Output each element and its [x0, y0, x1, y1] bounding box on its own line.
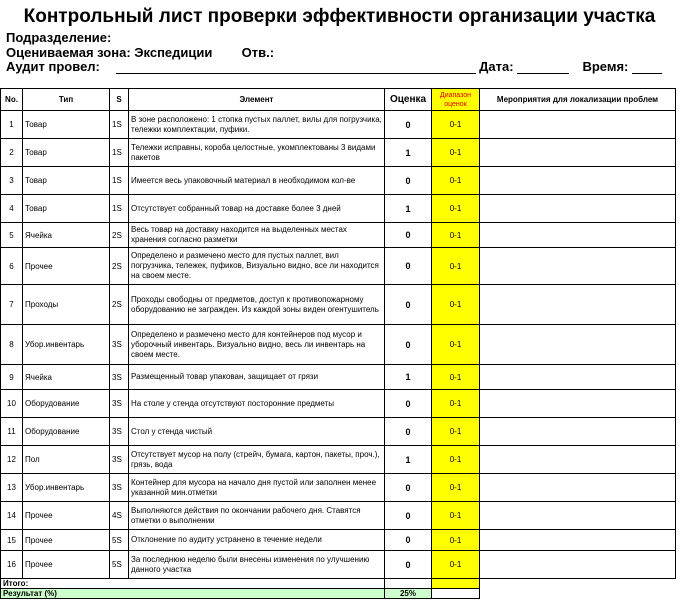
row-s: 1S	[110, 195, 129, 223]
row-type: Ячейка	[23, 365, 110, 390]
row-s: 3S	[110, 474, 129, 502]
row-number: 5	[1, 223, 23, 248]
row-range: 0-1	[432, 111, 480, 139]
result-value: 25%	[385, 589, 432, 599]
row-type: Прочее	[23, 502, 110, 530]
row-s: 1S	[110, 111, 129, 139]
header-row	[1, 89, 676, 111]
row-element: Выполняются действия по окончании рабочего дня. Ставятся отметки о выполнении	[129, 502, 385, 530]
row-type: Товар	[23, 139, 110, 167]
col-s: S	[110, 89, 129, 111]
row-number: 9	[1, 365, 23, 390]
row-score: 0	[385, 111, 432, 139]
table-row	[1, 530, 676, 551]
row-element: Имеется весь упаковочный материал в необходимом кол-ве	[129, 167, 385, 195]
row-type: Товар	[23, 167, 110, 195]
table-row	[1, 474, 676, 502]
row-s: 5S	[110, 551, 129, 579]
row-range: 0-1	[432, 285, 480, 325]
result-label: Результат (%)	[1, 589, 385, 599]
row-number: 16	[1, 551, 23, 579]
row-range: 0-1	[432, 167, 480, 195]
row-element: Размещенный товар упакован, защищает от грязи	[129, 365, 385, 390]
row-element: Определено и размечено место для контейнеров под мусор и уборочный инвентарь. Визуально видно, весь ли инвентарь на своем месте.	[129, 325, 385, 365]
row-element: Контейнер для мусора на начало дня пустой или заполнен менее указанной мин.отметки	[129, 474, 385, 502]
row-type: Проходы	[23, 285, 110, 325]
row-s: 1S	[110, 167, 129, 195]
row-score: 0	[385, 551, 432, 579]
page-title: Контрольный лист проверки эффективности организации участка	[23, 6, 656, 27]
row-range: 0-1	[432, 248, 480, 285]
auditor-line	[6, 59, 662, 74]
row-s: 5S	[110, 530, 129, 551]
row-number: 11	[1, 418, 23, 446]
row-actions[interactable]	[480, 390, 676, 418]
row-range: 0-1	[432, 365, 480, 390]
row-score: 0	[385, 325, 432, 365]
row-actions[interactable]	[480, 139, 676, 167]
table-row	[1, 390, 676, 418]
row-element: Отклонение по аудиту устранено в течение недели	[129, 530, 385, 551]
row-element: Проходы свободны от предметов, доступ к противопожарному оборудованию не загражден. Из каждой зоны виден огентушитель	[129, 285, 385, 325]
row-type: Прочее	[23, 530, 110, 551]
table-row	[1, 248, 676, 285]
col-score: Оценка	[385, 89, 432, 111]
table-row	[1, 365, 676, 390]
row-element: Отсутствует мусор на полу (стрейч, бумага, картон, пакеты, проч.), грязь, вода	[129, 446, 385, 474]
row-score: 0	[385, 390, 432, 418]
row-actions[interactable]	[480, 223, 676, 248]
table-row	[1, 446, 676, 474]
table-row	[1, 195, 676, 223]
row-element: На столе у стенда отсутствуют посторонние предметы	[129, 390, 385, 418]
row-range: 0-1	[432, 195, 480, 223]
row-score: 0	[385, 223, 432, 248]
row-number: 8	[1, 325, 23, 365]
row-type: Убор.инвентарь	[23, 474, 110, 502]
row-score: 0	[385, 418, 432, 446]
row-number: 12	[1, 446, 23, 474]
time-label: Время:	[582, 59, 629, 74]
checklist-table	[0, 88, 676, 599]
row-s: 3S	[110, 446, 129, 474]
row-score: 1	[385, 365, 432, 390]
table-row	[1, 139, 676, 167]
table-row	[1, 418, 676, 446]
table-row	[1, 167, 676, 195]
row-s: 3S	[110, 418, 129, 446]
row-actions[interactable]	[480, 530, 676, 551]
row-actions[interactable]	[480, 502, 676, 530]
row-actions[interactable]	[480, 474, 676, 502]
row-number: 4	[1, 195, 23, 223]
row-range: 0-1	[432, 551, 480, 579]
row-range: 0-1	[432, 446, 480, 474]
result-range	[432, 589, 480, 599]
row-range: 0-1	[432, 530, 480, 551]
row-s: 2S	[110, 248, 129, 285]
col-actions: Мероприятия для локализации проблем	[480, 89, 676, 111]
row-element: Определено и размечено место для пустых паллет, вил погрузчика, тележек, пуфиков, Визуально видно, все ли находится на своем месте.	[129, 248, 385, 285]
row-type: Оборудование	[23, 390, 110, 418]
date-field[interactable]	[517, 61, 569, 74]
row-type: Товар	[23, 195, 110, 223]
row-type: Товар	[23, 111, 110, 139]
table-row	[1, 502, 676, 530]
row-type: Пол	[23, 446, 110, 474]
row-s: 4S	[110, 502, 129, 530]
total-range	[432, 579, 480, 589]
result-blank	[480, 589, 676, 599]
row-number: 7	[1, 285, 23, 325]
row-element: Весь товар на доставку находится на выделенных местах хранения согласно разметки	[129, 223, 385, 248]
date-label: Дата:	[479, 59, 514, 74]
auditor-label: Аудит провел:	[6, 59, 100, 74]
row-actions[interactable]	[480, 365, 676, 390]
row-number: 13	[1, 474, 23, 502]
col-no: No.	[1, 89, 23, 111]
row-s: 3S	[110, 390, 129, 418]
row-score: 1	[385, 139, 432, 167]
total-label: Итого:	[1, 579, 385, 589]
col-range: Диапазон оценок	[432, 89, 480, 111]
row-score: 0	[385, 285, 432, 325]
table-row	[1, 285, 676, 325]
table-row	[1, 551, 676, 579]
row-score: 1	[385, 195, 432, 223]
result-row	[1, 589, 676, 599]
row-element: Отсутствует собранный товар на доставке более 3 дней	[129, 195, 385, 223]
row-number: 14	[1, 502, 23, 530]
row-score: 0	[385, 167, 432, 195]
row-actions[interactable]	[480, 418, 676, 446]
row-actions[interactable]	[480, 248, 676, 285]
row-element: За последнюю неделю были внесены изменения по улучшению данного участка	[129, 551, 385, 579]
row-range: 0-1	[432, 418, 480, 446]
row-range: 0-1	[432, 139, 480, 167]
row-actions[interactable]	[480, 551, 676, 579]
row-actions[interactable]	[480, 325, 676, 365]
row-range: 0-1	[432, 502, 480, 530]
row-s: 3S	[110, 365, 129, 390]
row-number: 15	[1, 530, 23, 551]
zone-line	[6, 45, 274, 60]
row-type: Убор.инвентарь	[23, 325, 110, 365]
col-element: Элемент	[129, 89, 385, 111]
row-type: Ячейка	[23, 223, 110, 248]
row-range: 0-1	[432, 390, 480, 418]
row-number: 3	[1, 167, 23, 195]
row-score: 0	[385, 474, 432, 502]
row-number: 10	[1, 390, 23, 418]
row-s: 2S	[110, 223, 129, 248]
row-number: 6	[1, 248, 23, 285]
row-s: 3S	[110, 325, 129, 365]
row-type: Оборудование	[23, 418, 110, 446]
total-blank	[480, 579, 676, 589]
row-range: 0-1	[432, 325, 480, 365]
col-type: Тип	[23, 89, 110, 111]
auditor-field[interactable]	[116, 61, 476, 74]
responsible-label: Отв.:	[241, 45, 275, 60]
total-score	[385, 579, 432, 589]
row-score: 0	[385, 248, 432, 285]
row-element: Стол у стенда чистый	[129, 418, 385, 446]
row-actions[interactable]	[480, 446, 676, 474]
row-actions[interactable]	[480, 167, 676, 195]
table-row	[1, 111, 676, 139]
row-score: 0	[385, 502, 432, 530]
row-s: 2S	[110, 285, 129, 325]
row-score: 0	[385, 530, 432, 551]
row-element: Тележки исправны, короба целостные, укомплектованы 3 видами пакетов	[129, 139, 385, 167]
total-row	[1, 579, 676, 589]
row-element: В зоне расположено: 1 стопка пустых паллет, вилы для погрузчика, тележки комплектации, пуфики.	[129, 111, 385, 139]
row-number: 1	[1, 111, 23, 139]
row-range: 0-1	[432, 223, 480, 248]
row-actions[interactable]	[480, 285, 676, 325]
row-actions[interactable]	[480, 111, 676, 139]
table-row	[1, 223, 676, 248]
row-actions[interactable]	[480, 195, 676, 223]
division-label: Подразделение:	[6, 30, 112, 45]
row-range: 0-1	[432, 474, 480, 502]
time-field[interactable]	[632, 61, 662, 74]
row-s: 1S	[110, 139, 129, 167]
row-type: Прочее	[23, 551, 110, 579]
zone-label: Оцениваемая зона: Экспедиции	[6, 45, 213, 60]
row-score: 1	[385, 446, 432, 474]
table-row	[1, 325, 676, 365]
row-number: 2	[1, 139, 23, 167]
row-type: Прочее	[23, 248, 110, 285]
